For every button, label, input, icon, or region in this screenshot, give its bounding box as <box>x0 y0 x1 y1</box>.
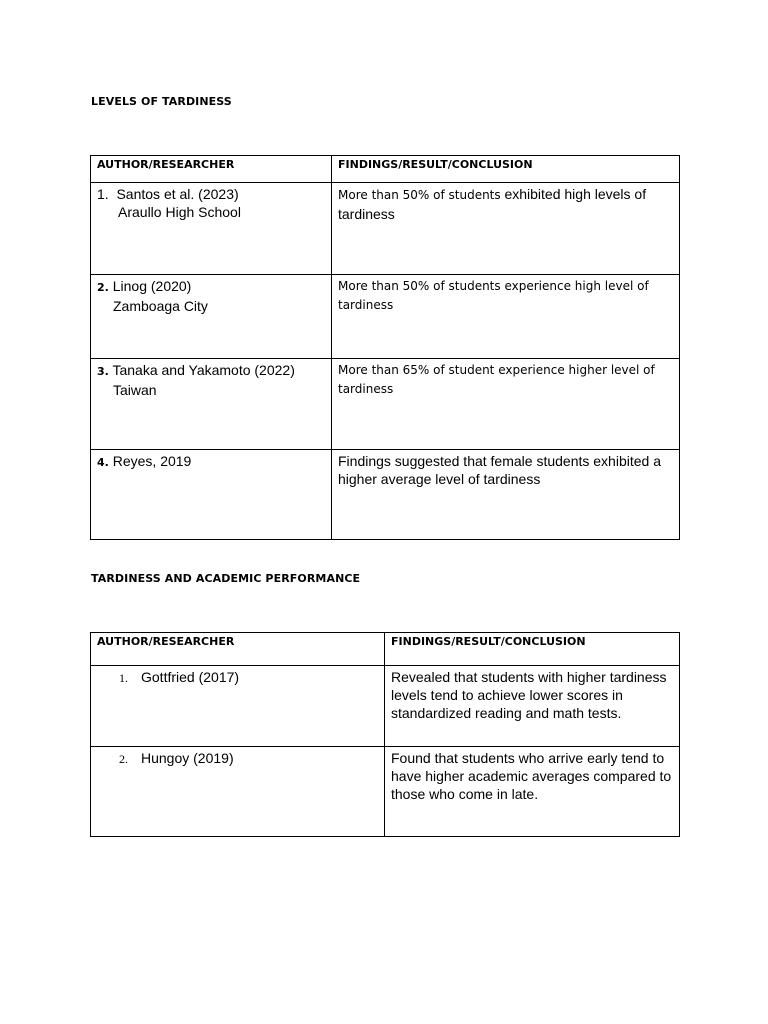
author-name: Hungoy (2019) <box>141 750 234 766</box>
row-number: 3. <box>97 365 109 378</box>
author-cell <box>91 747 385 837</box>
tardiness-academic-performance-table <box>90 632 680 837</box>
column-header-author: AUTHOR/RESEARCHER <box>91 633 385 666</box>
levels-of-tardiness-table <box>90 155 680 540</box>
author-location: Araullo High School <box>118 204 241 220</box>
author-name: Linog (2020) <box>112 278 192 294</box>
author-name: Reyes, 2019 <box>112 453 192 469</box>
table-row <box>91 450 680 540</box>
column-header-author: AUTHOR/RESEARCHER <box>91 156 332 183</box>
section-heading-tardiness-and-academic-performance: TARDINESS AND ACADEMIC PERFORMANCE <box>91 572 361 585</box>
row-number: 1. <box>97 186 109 202</box>
table-row <box>91 275 680 359</box>
table-row <box>91 666 680 747</box>
row-number: 4. <box>97 456 109 469</box>
row-number: 2. <box>119 752 128 766</box>
table-row <box>91 747 680 837</box>
finding-cell <box>332 183 680 275</box>
row-number: 2. <box>97 281 109 294</box>
column-header-findings: FINDINGS/RESULT/CONCLUSION <box>332 156 680 183</box>
author-cell <box>91 183 332 275</box>
author-name: Gottfried (2017) <box>141 669 240 685</box>
author-cell <box>91 666 385 747</box>
author-name: Santos et al. (2023) <box>116 186 239 202</box>
section-heading-levels-of-tardiness: LEVELS OF TARDINESS <box>91 95 232 108</box>
finding-cell: Found that students who arrive early tend to have higher academic averages compared to those who come in late. <box>385 747 680 837</box>
table-header-row <box>91 156 680 183</box>
finding-text-part2: exhibited high levels of tardiness <box>338 186 647 222</box>
author-cell <box>91 450 332 540</box>
row-number: 1. <box>119 671 128 685</box>
finding-cell: More than 50% of students experience high level of tardiness <box>332 275 680 359</box>
table-row <box>91 183 680 275</box>
finding-cell: Revealed that students with higher tardiness levels tend to achieve lower scores in standardized reading and math tests. <box>385 666 680 747</box>
column-header-findings: FINDINGS/RESULT/CONCLUSION <box>385 633 680 666</box>
table-row <box>91 359 680 450</box>
author-cell <box>91 275 332 359</box>
finding-cell: More than 65% of student experience higher level of tardiness <box>332 359 680 450</box>
table-header-row <box>91 633 680 666</box>
author-cell <box>91 359 332 450</box>
author-location: Taiwan <box>113 382 157 398</box>
finding-text-part1: More than 50% of students <box>338 188 505 202</box>
finding-cell: Findings suggested that female students exhibited a higher average level of tardiness <box>332 450 680 540</box>
author-name: Tanaka and Yakamoto (2022) <box>112 362 295 378</box>
author-location: Zamboaga City <box>113 298 208 314</box>
